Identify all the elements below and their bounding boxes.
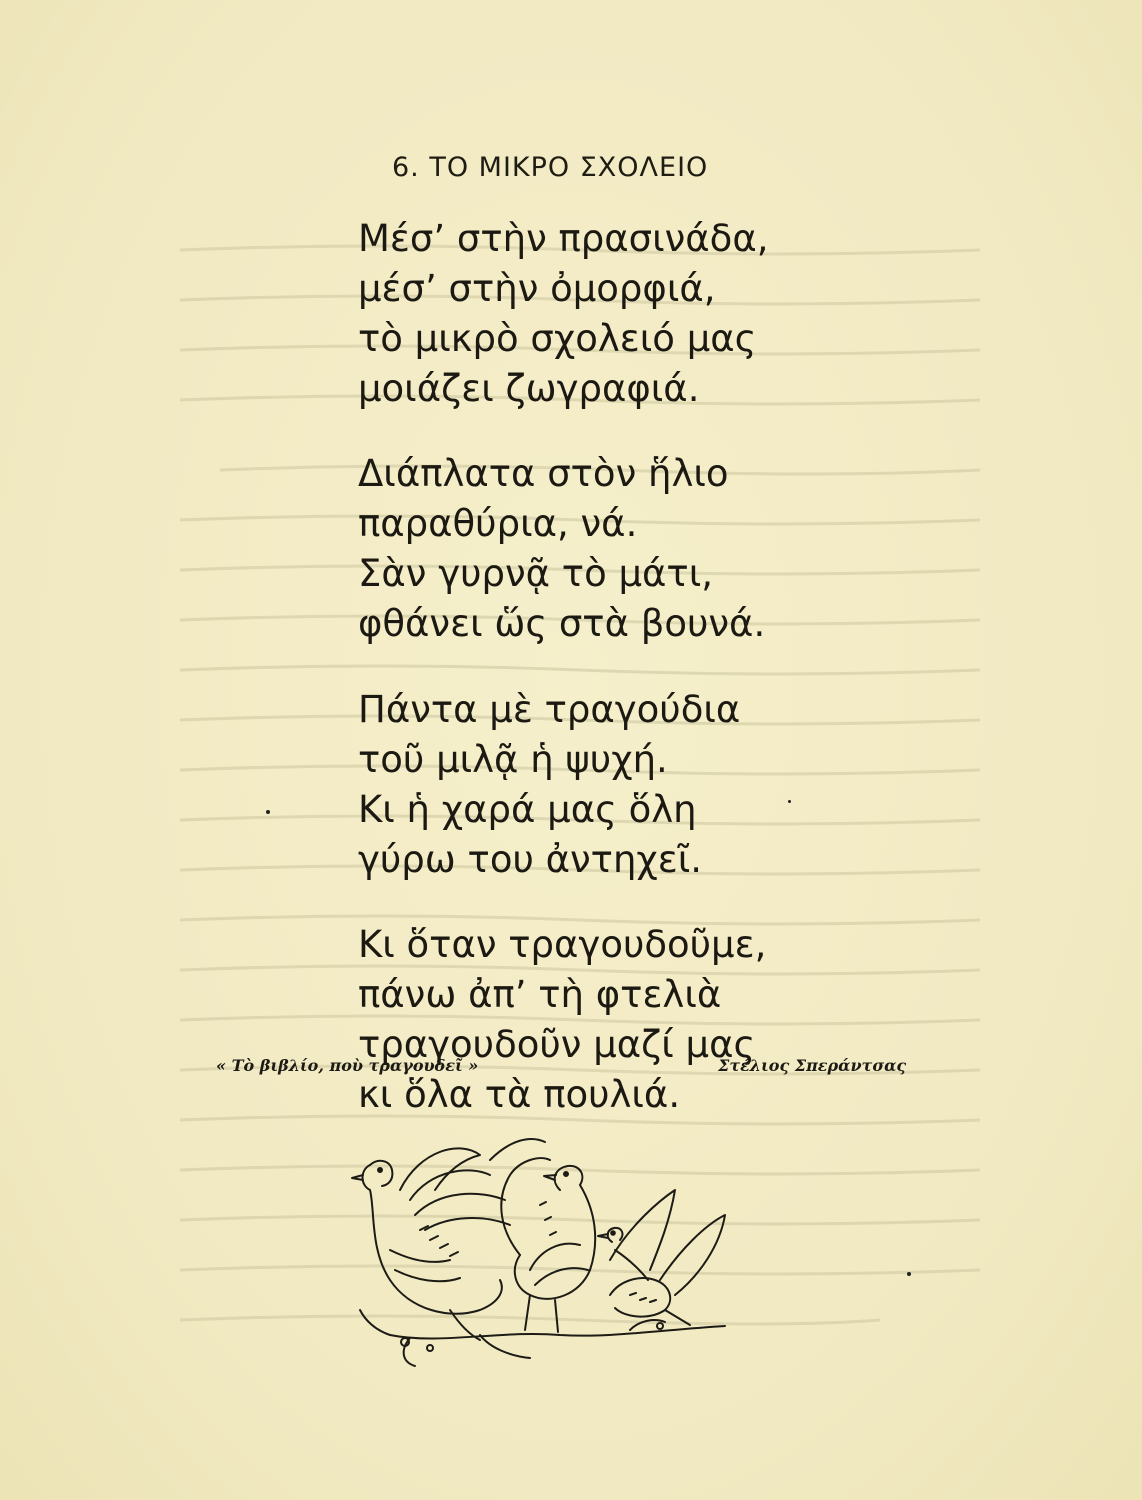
- poem-line: παραθύρια, νά.: [358, 502, 638, 545]
- poem-line: κι ὅλα τὰ πουλιά.: [358, 1073, 681, 1116]
- poem-line: πάνω ἀπ’ τὴ φτελιὰ: [358, 973, 722, 1016]
- stanza-1: [358, 214, 918, 414]
- stanza-2: [358, 449, 918, 649]
- poem-line: Σὰν γυρνᾷ τὸ μάτι,: [358, 552, 713, 595]
- stanza-4: [358, 920, 918, 1120]
- birds-on-branch-icon: [330, 1130, 750, 1370]
- poem-line: φθάνει ὥς στὰ βουνά.: [358, 602, 766, 645]
- poem-line: γύρω του ἀντηχεῖ.: [358, 838, 703, 881]
- poem-line: μοιάζει ζωγραφιά.: [358, 367, 700, 410]
- poem-line: τοῦ μιλᾷ ἡ ψυχή.: [358, 738, 668, 781]
- poem-line: μέσ’ στὴν ὀμορφιά,: [358, 267, 716, 310]
- page-title: 6. ΤΟ ΜΙΚΡΟ ΣΧΟΛΕΙΟ: [392, 152, 709, 183]
- author-name: Στέλιος Σπεράντσας: [718, 1056, 907, 1075]
- speck: [907, 1272, 911, 1276]
- poem-line: Κι ὅταν τραγουδοῦμε,: [358, 923, 767, 966]
- poem: [358, 214, 918, 1155]
- source-citation: « Τὸ βιβλίο, ποὺ τραγουδεῖ »: [216, 1056, 479, 1075]
- speck: [266, 810, 270, 814]
- poem-line: Κι ἡ χαρά μας ὅλη: [358, 788, 697, 831]
- speck: [788, 800, 791, 803]
- stanza-3: [358, 685, 918, 885]
- poem-line: τὸ μικρὸ σχολειό μας: [358, 317, 757, 360]
- poem-line: Διάπλατα στὸν ἥλιο: [358, 452, 729, 495]
- poem-line: τραγουδοῦν μαζί μας: [358, 1023, 756, 1066]
- poem-line: Μέσ’ στὴν πρασινάδα,: [358, 217, 769, 260]
- poem-line: Πάντα μὲ τραγούδια: [358, 688, 741, 731]
